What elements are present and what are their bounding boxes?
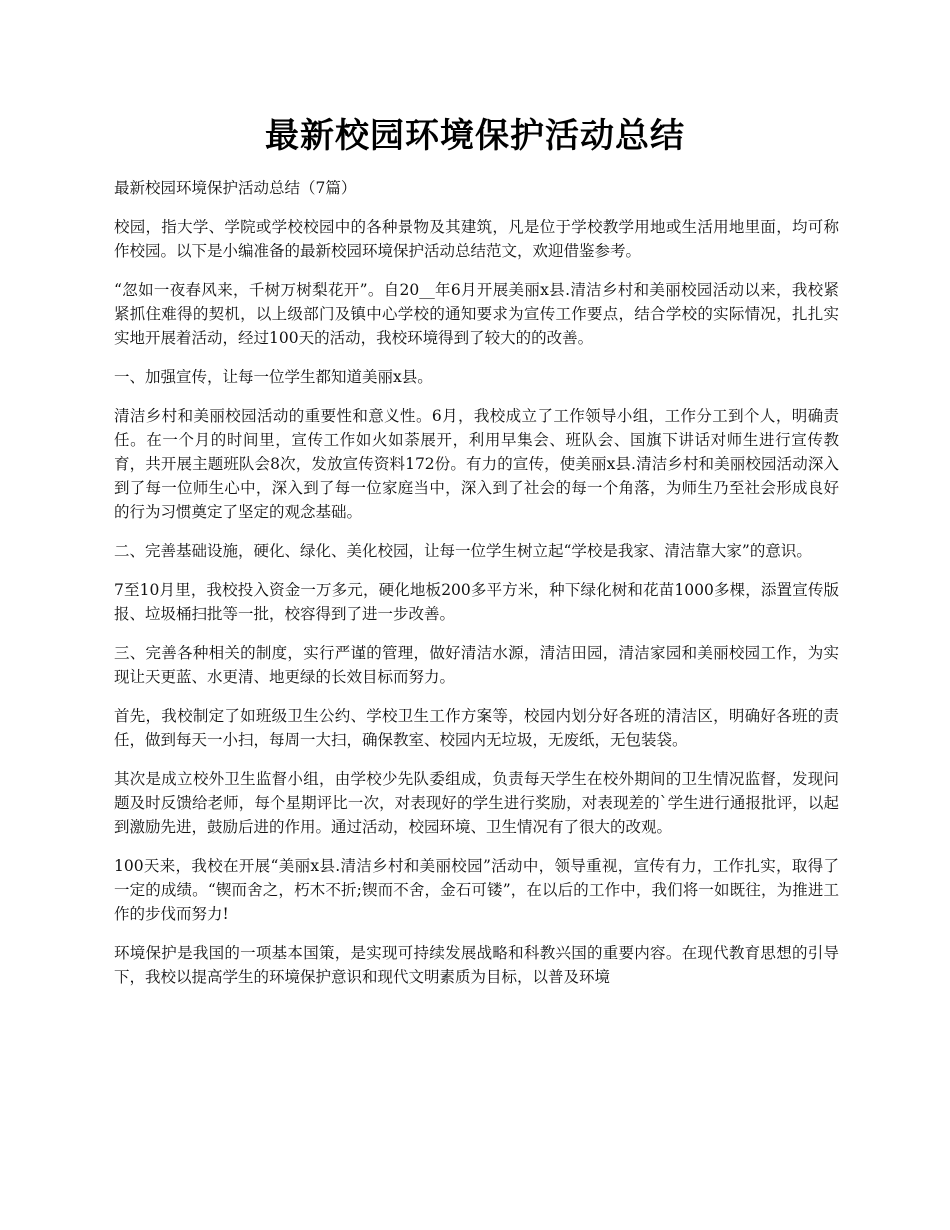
- paragraph-investment: 7至10月里，我校投入资金一万多元，硬化地板200多平方米，种下绿化树和花苗1000多棵，添置宣传版报、垃圾桶扫批等一批，校容得到了进一步改善。: [114, 581, 839, 623]
- document-title: 最新校园环境保护活动总结: [265, 116, 685, 156]
- paragraph-environment: 环境保护是我国的一项基本国策，是实现可持续发展战略和科教兴国的重要内容。在现代教育思想的引导下，我校以提高学生的环境保护意识和现代文明素质为目标，以普及环境: [114, 944, 839, 986]
- paragraph-opening: “忽如一夜春风来，千树万树梨花开”。自20__年6月开展美丽x县.清洁乡村和美丽校园活动以来，我校紧紧抓住难得的契机，以上级部门及镇中心学校的通知要求为宣传工作要点，结合学校的实际情况，扎扎实实地开展着活动，经过100天的活动，我校环境得到了较大的的改善。: [114, 281, 839, 347]
- section-heading-3: 三、完善各种相关的制度，实行严谨的管理，做好清洁水源，清洁田园，清洁家园和美丽校园工作，为实现让天更蓝、水更清、地更绿的长效目标而努力。: [114, 644, 839, 686]
- paragraph-intro: 校园，指大学、学院或学校校园中的各种景物及其建筑，凡是位于学校教学用地或生活用地里面，均可称作校园。以下是小编准备的最新校园环境保护活动总结范文，欢迎借鉴参考。: [114, 218, 839, 260]
- section-heading-1: 一、加强宣传，让每一位学生都知道美丽x县。: [114, 368, 433, 386]
- paragraph-first: 首先，我校制定了如班级卫生公约、学校卫生工作方案等，校园内划分好各班的清洁区，明确好各班的责任，做到每天一小扫，每周一大扫，确保教室、校园内无垃圾，无废纸，无包装袋。: [114, 707, 839, 749]
- paragraph-summary: 100天来，我校在开展“美丽x县.清洁乡村和美丽校园”活动中，领导重视，宣传有力，工作扎实，取得了一定的成绩。“锲而舍之，朽木不折;锲而不舍，金石可镂”，在以后的工作中，我们将一如既往，为推进工作的步伐而努力!: [114, 857, 839, 923]
- paragraph-second: 其次是成立校外卫生监督小组，由学校少先队委组成，负责每天学生在校外期间的卫生情况监督，发现问题及时反馈给老师，每个星期评比一次，对表现好的学生进行奖励，对表现差的`学生进行通报批评，以起到激励先进，鼓励后进的作用。通过活动，校园环境、卫生情况有了很大的改观。: [114, 770, 839, 836]
- paragraph-publicity: 清洁乡村和美丽校园活动的重要性和意义性。6月，我校成立了工作领导小组，工作分工到个人，明确责任。在一个月的时间里，宣传工作如火如荼展开，利用早集会、班队会、国旗下讲话对师生进行宣传教育，共开展主题班队会8次，发放宣传资料172份。有力的宣传，使美丽x县.清洁乡村和美丽校园活动深入到了每一位师生心中，深入到了每一位家庭当中，深入到了社会的每一个角落，为师生乃至社会形成良好的行为习惯奠定了坚定的观念基础。: [114, 407, 839, 521]
- document-subtitle: 最新校园环境保护活动总结（7篇）: [114, 179, 357, 197]
- section-heading-2: 二、完善基础设施，硬化、绿化、美化校园，让每一位学生树立起“学校是我家、清洁靠大家”的意识。: [114, 542, 812, 560]
- document-body: [114, 176, 839, 1004]
